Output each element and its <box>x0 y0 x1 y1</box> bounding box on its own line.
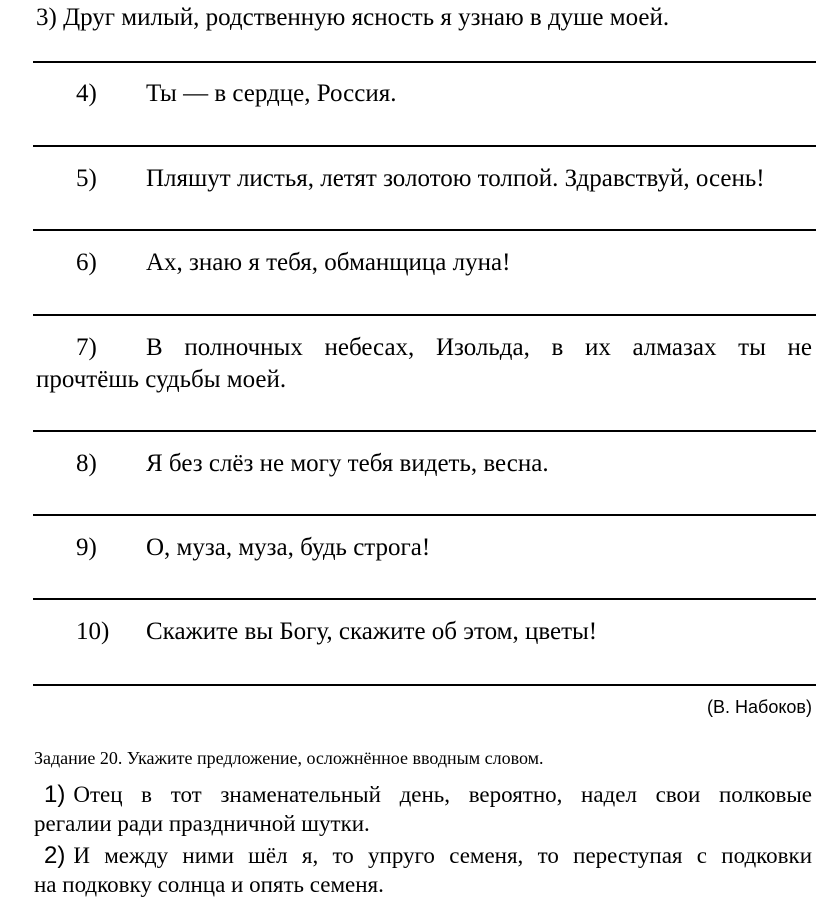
sentence-number: 9) <box>76 534 97 561</box>
sentence-text: Я без слёз не могу тебя видеть, весна. <box>146 450 549 477</box>
sentence-text-continued: прочтёшь судьбы моей. <box>36 366 287 393</box>
answer-line <box>33 61 816 63</box>
sentence-text: О, муза, муза, будь строга! <box>146 534 431 561</box>
sentence-number: 7) <box>76 334 97 361</box>
option-number: 2) <box>44 842 66 869</box>
sentence-number: 8) <box>76 450 97 477</box>
option-text-continued: на подковку солнца и опять семеня. <box>34 872 384 897</box>
sentence-number: 4) <box>76 80 97 107</box>
answer-line <box>33 684 816 686</box>
option-number: 1) <box>44 781 66 808</box>
answer-line <box>33 598 816 600</box>
author-attribution: (В. Набоков) <box>707 697 812 717</box>
sentence-text: Пляшут листья, летят золотою толпой. Здравствуй, осень! <box>146 165 765 192</box>
sentence-number: 5) <box>76 165 97 192</box>
task-20-title: Задание 20. Укажите предложение, осложнённое вводным словом. <box>34 748 544 768</box>
sentence-text: В полночных небесах, Изольда, в их алмазах ты не <box>146 334 812 361</box>
answer-line <box>33 514 816 516</box>
sentence-text: Ты — в сердце, Россия. <box>146 80 397 107</box>
answer-line <box>33 229 816 231</box>
task-20-option-1 <box>34 780 812 838</box>
sentence-text: Скажите вы Богу, скажите об этом, цветы! <box>146 618 598 645</box>
sentence-number: 10) <box>76 618 110 645</box>
sentence-3: 3) Друг милый, родственную ясность я узнаю в душе моей. <box>36 4 670 31</box>
option-text: Отец в тот знаменательный день, вероятно, надел свои полковые <box>73 782 812 807</box>
sentence-number: 6) <box>76 249 97 276</box>
answer-line <box>33 145 816 147</box>
answer-line <box>33 314 816 316</box>
task-20-option-2 <box>34 841 812 899</box>
option-text-continued: регалии ради праздничной шутки. <box>34 811 370 836</box>
sentence-7 <box>36 332 812 396</box>
sentence-text: Ах, знаю я тебя, обманщица луна! <box>146 249 511 276</box>
answer-line <box>33 430 816 432</box>
option-text: И между ними шёл я, то упруго семеня, то переступая с подковки <box>73 843 812 868</box>
